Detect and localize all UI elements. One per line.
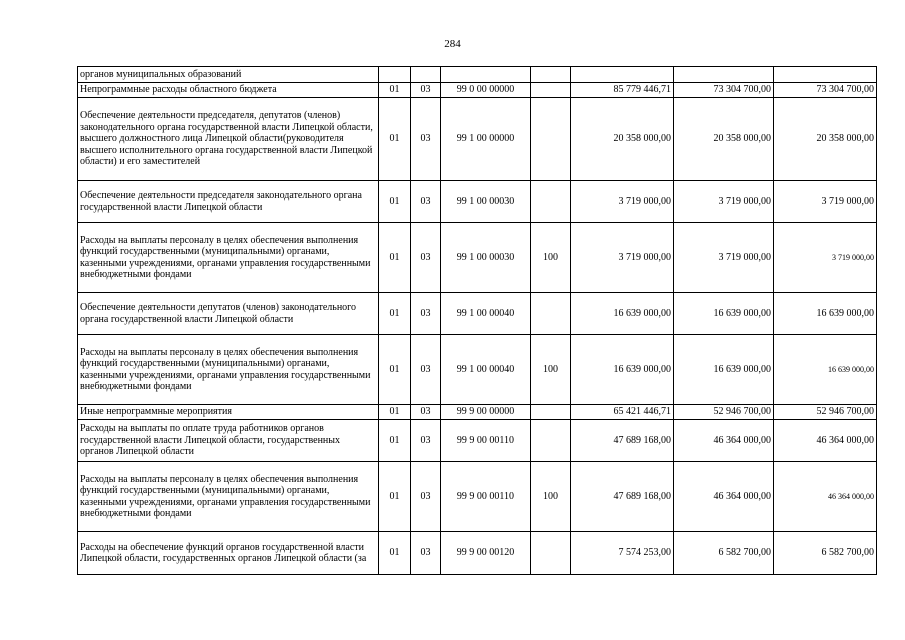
subsection-code <box>411 67 441 83</box>
amount-year-3: 6 582 700,00 <box>774 532 877 575</box>
amount-year-3: 3 719 000,00 <box>774 181 877 223</box>
section-code: 01 <box>379 532 411 575</box>
amount-year-1: 20 358 000,00 <box>571 98 674 181</box>
subsection-code: 03 <box>411 462 441 532</box>
target-article-code: 99 0 00 00000 <box>441 83 531 98</box>
row-name: Обеспечение деятельности депутатов (членов) законодательного органа государственной власти Липецкой области <box>78 293 379 335</box>
table-row <box>78 335 877 405</box>
amount-year-1: 16 639 000,00 <box>571 293 674 335</box>
amount-year-1: 3 719 000,00 <box>571 223 674 293</box>
row-name: Расходы на выплаты персоналу в целях обеспечения выполнения функций государственными (муниципальными) органами, казенными учреждениями, органами управления государственными внебюджетными фондами <box>78 462 379 532</box>
target-article-code <box>441 67 531 83</box>
section-code: 01 <box>379 405 411 420</box>
amount-year-3: 20 358 000,00 <box>774 98 877 181</box>
section-code: 01 <box>379 420 411 462</box>
amount-year-2: 20 358 000,00 <box>674 98 774 181</box>
target-article-code: 99 9 00 00110 <box>441 420 531 462</box>
table-row <box>78 532 877 575</box>
amount-year-2 <box>674 67 774 83</box>
target-article-code: 99 9 00 00000 <box>441 405 531 420</box>
amount-year-3 <box>774 67 877 83</box>
amount-year-2: 3 719 000,00 <box>674 223 774 293</box>
target-article-code: 99 1 00 00000 <box>441 98 531 181</box>
amount-year-3: 52 946 700,00 <box>774 405 877 420</box>
amount-year-2: 46 364 000,00 <box>674 420 774 462</box>
expense-type-code <box>531 405 571 420</box>
target-article-code: 99 1 00 00030 <box>441 181 531 223</box>
amount-year-3: 46 364 000,00 <box>774 462 877 532</box>
amount-year-1: 3 719 000,00 <box>571 181 674 223</box>
section-code: 01 <box>379 83 411 98</box>
amount-year-1: 85 779 446,71 <box>571 83 674 98</box>
amount-year-2: 16 639 000,00 <box>674 335 774 405</box>
table-row <box>78 405 877 420</box>
expense-type-code: 100 <box>531 335 571 405</box>
subsection-code: 03 <box>411 405 441 420</box>
amount-year-1 <box>571 67 674 83</box>
row-name: Расходы на выплаты по оплате труда работников органов государственной власти Липецкой области, государственных органов Липецкой области <box>78 420 379 462</box>
target-article-code: 99 9 00 00120 <box>441 532 531 575</box>
row-name: Иные непрограммные мероприятия <box>78 405 379 420</box>
section-code <box>379 67 411 83</box>
subsection-code: 03 <box>411 335 441 405</box>
row-name: Расходы на выплаты персоналу в целях обеспечения выполнения функций государственными (муниципальными) органами, казенными учреждениями, органами управления государственными внебюджетными фондами <box>78 335 379 405</box>
section-code: 01 <box>379 462 411 532</box>
expense-type-code <box>531 420 571 462</box>
subsection-code: 03 <box>411 532 441 575</box>
amount-year-1: 47 689 168,00 <box>571 420 674 462</box>
amount-year-1: 16 639 000,00 <box>571 335 674 405</box>
table-row <box>78 293 877 335</box>
subsection-code: 03 <box>411 420 441 462</box>
page-number: 284 <box>444 38 461 50</box>
section-code: 01 <box>379 293 411 335</box>
amount-year-1: 7 574 253,00 <box>571 532 674 575</box>
row-name: органов муниципальных образований <box>78 67 379 83</box>
expense-type-code <box>531 181 571 223</box>
row-name: Расходы на обеспечение функций органов государственной власти Липецкой области, государственных органов Липецкой области (за <box>78 532 379 575</box>
row-name: Обеспечение деятельности председателя законодательного органа государственной власти Липецкой области <box>78 181 379 223</box>
section-code: 01 <box>379 223 411 293</box>
expense-type-code: 100 <box>531 462 571 532</box>
table-body <box>78 67 877 575</box>
row-name: Расходы на выплаты персоналу в целях обеспечения выполнения функций государственными (муниципальными) органами, казенными учреждениями, органами управления государственными внебюджетными фондами <box>78 223 379 293</box>
expense-type-code <box>531 293 571 335</box>
amount-year-2: 46 364 000,00 <box>674 462 774 532</box>
expense-type-code <box>531 532 571 575</box>
amount-year-2: 16 639 000,00 <box>674 293 774 335</box>
amount-year-2: 6 582 700,00 <box>674 532 774 575</box>
table-row <box>78 83 877 98</box>
amount-year-2: 73 304 700,00 <box>674 83 774 98</box>
expense-type-code <box>531 98 571 181</box>
subsection-code: 03 <box>411 293 441 335</box>
amount-year-3: 46 364 000,00 <box>774 420 877 462</box>
table-row <box>78 420 877 462</box>
target-article-code: 99 1 00 00040 <box>441 293 531 335</box>
subsection-code: 03 <box>411 223 441 293</box>
section-code: 01 <box>379 181 411 223</box>
section-code: 01 <box>379 335 411 405</box>
budget-table <box>77 66 877 575</box>
amount-year-3: 73 304 700,00 <box>774 83 877 98</box>
target-article-code: 99 9 00 00110 <box>441 462 531 532</box>
target-article-code: 99 1 00 00040 <box>441 335 531 405</box>
subsection-code: 03 <box>411 83 441 98</box>
amount-year-2: 3 719 000,00 <box>674 181 774 223</box>
amount-year-1: 65 421 446,71 <box>571 405 674 420</box>
section-code: 01 <box>379 98 411 181</box>
amount-year-3: 16 639 000,00 <box>774 335 877 405</box>
amount-year-2: 52 946 700,00 <box>674 405 774 420</box>
amount-year-3: 16 639 000,00 <box>774 293 877 335</box>
subsection-code: 03 <box>411 98 441 181</box>
row-name: Непрограммные расходы областного бюджета <box>78 83 379 98</box>
table-row <box>78 223 877 293</box>
row-name: Обеспечение деятельности председателя, депутатов (членов) законодательного органа государственной власти Липецкой области, высшего должностного лица Липецкой области(руководителя высшего исполнительного органа государственной власти Липецкой области) и его заместителей <box>78 98 379 181</box>
amount-year-1: 47 689 168,00 <box>571 462 674 532</box>
table-row <box>78 462 877 532</box>
amount-year-3: 3 719 000,00 <box>774 223 877 293</box>
expense-type-code: 100 <box>531 223 571 293</box>
table-row <box>78 181 877 223</box>
target-article-code: 99 1 00 00030 <box>441 223 531 293</box>
expense-type-code <box>531 67 571 83</box>
subsection-code: 03 <box>411 181 441 223</box>
table-row <box>78 98 877 181</box>
expense-type-code <box>531 83 571 98</box>
table-row <box>78 67 877 83</box>
